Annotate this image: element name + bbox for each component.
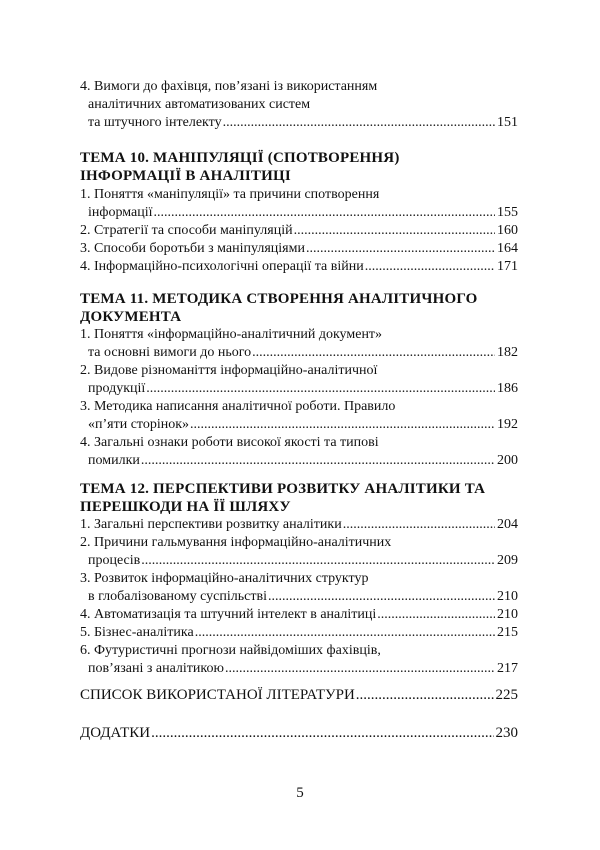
entry-text: 3. Способи боротьби з маніпуляціями xyxy=(80,241,305,256)
entry-row xyxy=(80,660,518,678)
toc-entry-appendices xyxy=(80,724,518,742)
entry-row xyxy=(80,416,518,434)
entry-text: та основні вимоги до нього xyxy=(88,345,252,360)
entry-text: 4. Загальні ознаки роботи високої якості та типові xyxy=(80,435,379,450)
entry-text: 1. Загальні перспективи розвитку аналітики xyxy=(80,517,342,532)
entry-text: 1. Поняття «маніпуляції» та причини спотворення xyxy=(80,187,380,202)
page-ref: 217 xyxy=(497,661,518,676)
toc-entry xyxy=(80,570,518,606)
dot-leader xyxy=(223,114,495,132)
toc-entry xyxy=(80,534,518,570)
entry-text: пов’язані з аналітикою xyxy=(88,661,224,676)
page-ref: 210 xyxy=(497,607,518,622)
entry-row xyxy=(80,380,518,398)
toc-entry xyxy=(80,516,518,534)
page-ref: 192 xyxy=(497,417,518,432)
entry-text: 4. Вимоги до фахівця, пов’язані із використанням xyxy=(80,79,378,94)
entry-row xyxy=(80,114,518,132)
entry-text: 2. Стратегії та способи маніпуляцій xyxy=(80,223,293,238)
entry-text: та штучного інтелекту xyxy=(88,115,222,130)
dot-leader xyxy=(365,258,495,276)
toc-entry xyxy=(80,606,518,624)
toc-entry xyxy=(80,434,518,470)
page-ref: 210 xyxy=(497,589,518,604)
entry-row xyxy=(80,344,518,362)
page-ref: 225 xyxy=(495,687,518,703)
heading-line: ІНФОРМАЦІЇ В АНАЛІТИЦІ xyxy=(80,168,291,184)
page-ref: 200 xyxy=(497,453,518,468)
entry-text: 3. Методика написання аналітичної роботи. Правило xyxy=(80,399,396,414)
page-number: 5 xyxy=(296,785,304,801)
toc-entry xyxy=(80,362,518,398)
toc-entry xyxy=(80,240,518,258)
toc-entry xyxy=(80,326,518,362)
entry-text: 1. Поняття «інформаційно-аналітичний документ» xyxy=(80,327,383,342)
heading-line: ПЕРЕШКОДИ НА ЇЇ ШЛЯХУ xyxy=(80,499,291,515)
heading-line: ТЕМА 10. МАНІПУЛЯЦІЇ (СПОТВОРЕННЯ) xyxy=(80,150,400,166)
entry-text: аналітичних автоматизованих систем xyxy=(88,97,311,112)
entry-text: процесів xyxy=(88,553,141,568)
entry-text: в глобалізованому суспільстві xyxy=(88,589,267,604)
entry-text: «п’яти сторінок» xyxy=(88,417,190,432)
toc-entry xyxy=(80,642,518,678)
section-heading xyxy=(80,480,518,516)
dot-leader xyxy=(141,452,495,470)
entry-row xyxy=(80,452,518,470)
page-ref: 215 xyxy=(497,625,518,640)
entry-text: 4. Інформаційно-психологічні операції та війни xyxy=(80,259,364,274)
entry-text: 2. Причини гальмування інформаційно-аналітичних xyxy=(80,535,392,550)
entry-text: 2. Видове різноманіття інформаційно-аналітичної xyxy=(80,363,378,378)
entry-row xyxy=(80,552,518,570)
toc-entry-literature xyxy=(80,686,518,704)
dot-leader xyxy=(268,588,495,606)
section-heading xyxy=(80,290,518,326)
toc-entry xyxy=(80,186,518,222)
page-ref: 209 xyxy=(497,553,518,568)
dot-leader xyxy=(141,552,495,570)
dot-leader xyxy=(252,344,495,362)
dot-leader xyxy=(225,660,495,678)
dot-leader xyxy=(190,416,495,434)
dot-leader xyxy=(151,724,493,742)
toc-entry xyxy=(80,78,518,132)
toc-entry xyxy=(80,398,518,434)
entry-text: ДОДАТКИ xyxy=(80,725,151,741)
dot-leader xyxy=(356,686,494,704)
dot-leader xyxy=(154,204,496,222)
entry-text: помилки xyxy=(88,453,140,468)
entry-text: СПИСОК ВИКОРИСТАНОЇ ЛІТЕРАТУРИ xyxy=(80,687,355,703)
entry-text: продукції xyxy=(88,381,146,396)
heading-line: ТЕМА 12. ПЕРСПЕКТИВИ РОЗВИТКУ АНАЛІТИКИ ТА xyxy=(80,481,486,497)
page-ref: 151 xyxy=(497,115,518,130)
entry-text: 5. Бізнес-аналітика xyxy=(80,625,194,640)
page-ref: 186 xyxy=(497,381,518,396)
dot-leader xyxy=(306,240,495,258)
entry-text: інформації xyxy=(88,205,153,220)
dot-leader xyxy=(294,222,495,240)
entry-text: 3. Розвиток інформаційно-аналітичних структур xyxy=(80,571,369,586)
page-ref: 182 xyxy=(497,345,518,360)
entry-row xyxy=(80,204,518,222)
page-ref: 230 xyxy=(495,725,518,741)
entry-text: 6. Футуристичні прогнози найвідоміших фахівців, xyxy=(80,643,381,658)
toc-entry xyxy=(80,624,518,642)
page-ref: 171 xyxy=(497,259,518,274)
page-ref: 155 xyxy=(497,205,518,220)
heading-line: ДОКУМЕНТА xyxy=(80,309,182,325)
page-ref: 160 xyxy=(497,223,518,238)
entry-row xyxy=(80,588,518,606)
page-ref: 204 xyxy=(497,517,518,532)
dot-leader xyxy=(195,624,495,642)
toc-entry xyxy=(80,222,518,240)
dot-leader xyxy=(377,606,495,624)
dot-leader xyxy=(146,380,495,398)
entry-text: 4. Автоматизація та штучний інтелект в аналітиці xyxy=(80,607,377,622)
page-ref: 164 xyxy=(497,241,518,256)
toc-entry xyxy=(80,258,518,276)
heading-line: ТЕМА 11. МЕТОДИКА СТВОРЕННЯ АНАЛІТИЧНОГО xyxy=(80,291,478,307)
section-heading xyxy=(80,149,518,185)
dot-leader xyxy=(343,516,495,534)
